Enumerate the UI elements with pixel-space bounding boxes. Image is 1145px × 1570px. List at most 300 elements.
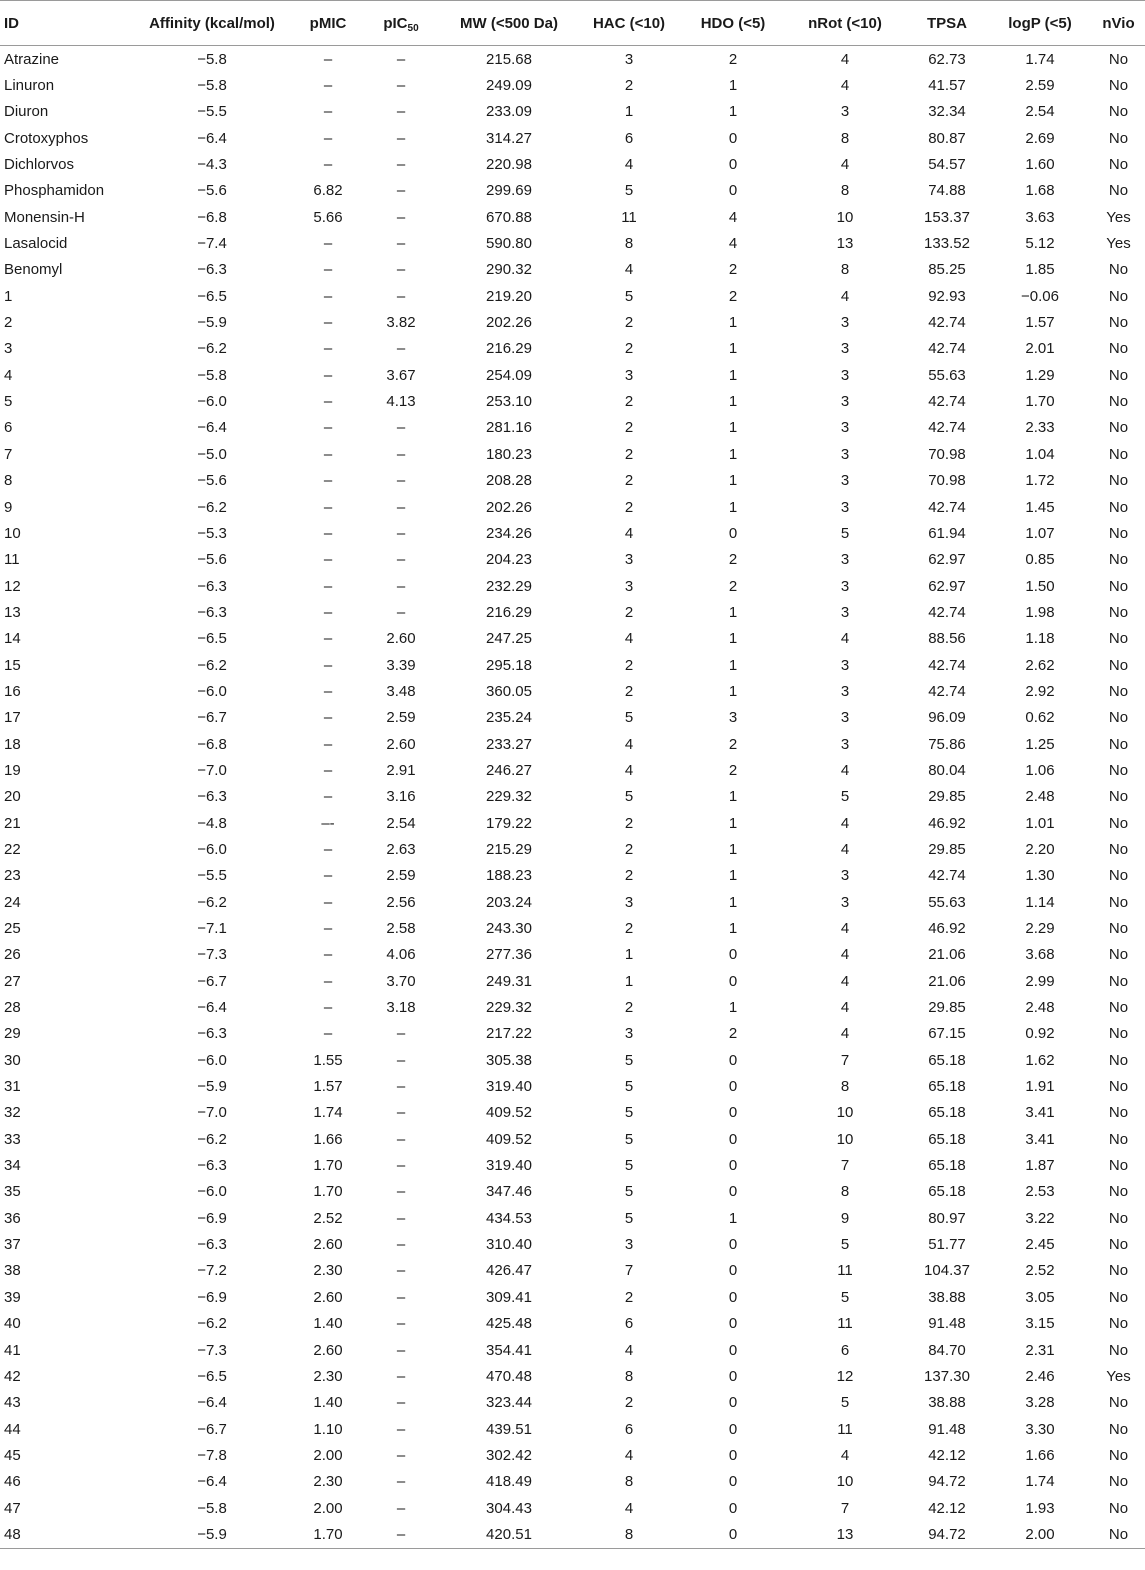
cell-affinity: −5.9 [128, 1521, 296, 1548]
cell-id: 19 [4, 761, 21, 779]
cell-nvio: No [1108, 682, 1129, 700]
cell-nvio: No [1108, 498, 1129, 516]
cell-hac: 7 [624, 1262, 634, 1280]
cell-nvio: No [1108, 1051, 1129, 1069]
cell-tpsa: 42.74 [928, 340, 966, 358]
cell-pmic: – [323, 287, 333, 305]
cell-nrot: 4 [840, 840, 850, 858]
cell-affinity: −5.8 [197, 366, 227, 384]
cell-pmic: – [323, 235, 333, 253]
cell-pic50: 4.13 [386, 393, 416, 411]
cell-hac: 2 [624, 340, 634, 358]
cell-pmic: – [323, 761, 333, 779]
cell-nvio: No [1108, 445, 1129, 463]
cell-pmic: 2.30 [313, 1262, 343, 1280]
cell-hdo: 1 [728, 445, 738, 463]
cell-mw: 229.32 [486, 788, 532, 806]
cell-hdo: 0 [728, 1341, 738, 1359]
cell-pmic: – [323, 920, 333, 938]
cell-nrot: 3 [840, 893, 850, 911]
cell-nrot: 6 [840, 1341, 850, 1359]
cell-id: Monensin-H [4, 208, 85, 226]
cell-tpsa: 38.88 [928, 1288, 966, 1306]
cell-affinity: −5.9 [197, 1078, 227, 1096]
cell-hdo: 1 [728, 340, 738, 358]
cell-affinity: −7.3 [197, 1341, 227, 1359]
cell-id: 45 [4, 1446, 21, 1464]
cell-hdo: 0 [682, 1521, 784, 1548]
table-row [0, 441, 1145, 467]
cell-hac: 1 [624, 103, 634, 121]
cell-pmic: 2.52 [313, 1209, 343, 1227]
cell-pic50: 2.54 [386, 814, 416, 832]
cell-affinity: −5.8 [197, 77, 227, 95]
cell-affinity: −4.8 [197, 814, 227, 832]
cell-logp: 0.92 [1025, 1025, 1055, 1043]
cell-mw: 418.49 [486, 1473, 532, 1491]
cell-tpsa: 42.74 [928, 656, 966, 674]
cell-pic50: – [396, 1236, 406, 1254]
cell-mw: 310.40 [486, 1236, 532, 1254]
cell-nrot: 7 [840, 1157, 850, 1175]
cell-nvio: No [1108, 1446, 1129, 1464]
cell-tpsa: 70.98 [928, 445, 966, 463]
cell-tpsa: 65.18 [928, 1078, 966, 1096]
cell-mw: 277.36 [486, 946, 532, 964]
table-row [0, 994, 1145, 1020]
cell-tpsa: 29.85 [928, 788, 966, 806]
cell-pmic: – [323, 551, 333, 569]
cell-affinity: −6.2 [197, 1130, 227, 1148]
cell-pic50: 3.16 [386, 788, 416, 806]
cell-logp: 2.99 [1025, 972, 1055, 990]
table-row [0, 99, 1145, 125]
cell-mw: 314.27 [486, 129, 532, 147]
cell-id: 7 [4, 445, 13, 463]
cell-tpsa: 88.56 [928, 630, 966, 648]
cell-affinity: −5.5 [197, 867, 227, 885]
cell-nrot: 3 [840, 393, 850, 411]
cell-id: 5 [4, 393, 13, 411]
cell-hac: 2 [624, 393, 634, 411]
cell-affinity: −6.3 [197, 1236, 227, 1254]
table-row [0, 1231, 1145, 1257]
cell-hdo: 1 [728, 893, 738, 911]
cell-nrot: 4 [840, 1025, 850, 1043]
table-row [0, 599, 1145, 625]
cell-hac: 4 [624, 1341, 634, 1359]
cell-logp: 1.85 [1025, 261, 1055, 279]
cell-nvio: No [1108, 156, 1129, 174]
cell-nvio: No [1108, 314, 1129, 332]
cell-logp: 2.52 [1025, 1262, 1055, 1280]
cell-pic50: – [396, 77, 406, 95]
cell-mw: 234.26 [486, 524, 532, 542]
cell-mw: 409.52 [486, 1104, 532, 1122]
cell-logp: 1.74 [1025, 50, 1055, 68]
cell-mw: 232.29 [486, 577, 532, 595]
cell-id: Crotoxyphos [4, 129, 89, 147]
cell-nrot: 9 [840, 1209, 850, 1227]
table-row [0, 72, 1145, 98]
cell-nrot: 3 [840, 419, 850, 437]
cell-tpsa: 42.74 [928, 314, 966, 332]
cell-id: 29 [4, 1025, 21, 1043]
cell-mw: 249.31 [486, 972, 532, 990]
cell-id: 20 [4, 788, 21, 806]
table-row [0, 230, 1145, 256]
cell-logp: 3.63 [1025, 208, 1055, 226]
cell-pic50: 2.56 [386, 893, 416, 911]
cell-mw: 434.53 [486, 1209, 532, 1227]
cell-id: 46 [4, 1473, 21, 1491]
cell-hdo: 0 [728, 946, 738, 964]
cell-nvio: No [1108, 1078, 1129, 1096]
cell-mw: 233.09 [486, 103, 532, 121]
cell-logp: 1.30 [1025, 867, 1055, 885]
cell-tpsa: 42.74 [928, 603, 966, 621]
cell-nrot: 5 [840, 1236, 850, 1254]
cell-hdo: 0 [728, 1288, 738, 1306]
cell-hac: 2 [624, 682, 634, 700]
cell-nvio: No [1108, 1262, 1129, 1280]
table-row [0, 1363, 1145, 1389]
cell-pic50: – [396, 1025, 406, 1043]
cell-id: 34 [4, 1157, 21, 1175]
cell-nvio: No [1108, 551, 1129, 569]
table-row [0, 836, 1145, 862]
cell-pic50: – [396, 419, 406, 437]
cell-hac: 2 [624, 814, 634, 832]
cell-nvio: No [1108, 656, 1129, 674]
cell-pic50: 4.06 [386, 946, 416, 964]
cell-hdo: 0 [728, 1420, 738, 1438]
cell-pic50: – [396, 1341, 406, 1359]
cell-nrot: 11 [837, 1420, 853, 1438]
cell-hac: 2 [624, 445, 634, 463]
cell-hac: 2 [624, 77, 634, 95]
cell-affinity: −5.5 [197, 103, 227, 121]
cell-hac: 3 [624, 1236, 634, 1254]
table-row [0, 1179, 1145, 1205]
cell-nvio: Yes [1106, 235, 1131, 253]
cell-mw: 305.38 [486, 1051, 532, 1069]
header-pmic: pMIC [296, 1, 360, 46]
table-row [0, 968, 1145, 994]
cell-nvio: No [1108, 472, 1129, 490]
cell-pmic: 1.66 [313, 1130, 343, 1148]
cell-pmic: 2.30 [313, 1367, 343, 1385]
cell-hac: 2 [624, 920, 634, 938]
table-row [0, 520, 1145, 546]
cell-pic50: – [396, 156, 406, 174]
cell-hac: 5 [624, 182, 634, 200]
cell-pic50: 2.91 [386, 761, 416, 779]
cell-pmic: 1.74 [313, 1104, 343, 1122]
table-row [0, 573, 1145, 599]
cell-hdo: 2 [728, 551, 738, 569]
cell-hdo: 0 [728, 1157, 738, 1175]
cell-pic50: – [396, 577, 406, 595]
cell-hac: 4 [624, 1499, 634, 1517]
cell-tpsa: 55.63 [928, 893, 966, 911]
cell-logp: 2.53 [1025, 1183, 1055, 1201]
cell-hac: 5 [624, 1051, 634, 1069]
cell-logp: 3.41 [1025, 1130, 1055, 1148]
table-row [0, 494, 1145, 520]
cell-mw: 319.40 [486, 1157, 532, 1175]
cell-pmic: – [323, 656, 333, 674]
cell-pmic: 1.57 [313, 1078, 343, 1096]
header-hac: HAC (<10) [576, 1, 682, 46]
cell-pic50: 3.70 [386, 972, 416, 990]
cell-pmic: – [323, 314, 333, 332]
cell-pmic: – [323, 946, 333, 964]
cell-hdo: 1 [728, 366, 738, 384]
cell-hac: 2 [624, 472, 634, 490]
cell-hac: 8 [624, 1367, 634, 1385]
cell-pmic: – [323, 103, 333, 121]
cell-hac: 8 [624, 1473, 634, 1491]
cell-id: 26 [4, 946, 21, 964]
table-row [0, 1047, 1145, 1073]
cell-pmic: 2.60 [313, 1341, 343, 1359]
cell-hdo: 1 [728, 472, 738, 490]
cell-pmic: – [323, 603, 333, 621]
cell-nvio: No [1108, 603, 1129, 621]
cell-pic50: 3.39 [386, 656, 416, 674]
cell-nrot: 3 [840, 551, 850, 569]
cell-logp: 1.72 [1025, 472, 1055, 490]
cell-tpsa: 51.77 [928, 1236, 966, 1254]
cell-pic50: – [396, 1130, 406, 1148]
cell-affinity: −7.0 [197, 761, 227, 779]
cell-mw: 215.68 [486, 50, 532, 68]
cell-id: 4 [4, 366, 13, 384]
cell-affinity: −7.3 [197, 946, 227, 964]
cell-nvio: Yes [1106, 208, 1131, 226]
cell-logp: 1.91 [1025, 1078, 1055, 1096]
cell-nrot: 8 [840, 182, 850, 200]
cell-nvio: No [1108, 340, 1129, 358]
cell-pmic: –- [321, 814, 335, 832]
cell-tpsa: 21.06 [928, 972, 966, 990]
cell-pic50: – [396, 340, 406, 358]
cell-nvio: No [1108, 1236, 1129, 1254]
cell-hac: 5 [624, 287, 634, 305]
cell-nvio: No [1108, 1473, 1129, 1491]
cell-pmic: 2.60 [313, 1236, 343, 1254]
cell-mw: 188.23 [486, 867, 532, 885]
cell-mw: 235.24 [486, 709, 532, 727]
cell-nvio: No [1108, 1315, 1129, 1333]
cell-tpsa: 137.30 [924, 1367, 970, 1385]
header-id: ID [0, 1, 128, 46]
cell-pmic: 1.70 [313, 1157, 343, 1175]
cell-nrot: 8 [840, 1078, 850, 1096]
cell-hdo: 0 [728, 1262, 738, 1280]
cell-nrot: 3 [840, 340, 850, 358]
cell-affinity: −5.8 [197, 50, 227, 68]
cell-tpsa: 42.74 [928, 867, 966, 885]
cell-pic50: – [396, 1051, 406, 1069]
cell-mw: 304.43 [486, 1499, 532, 1517]
cell-hac: 11 [621, 208, 637, 226]
cell-mw: 409.52 [486, 1130, 532, 1148]
cell-logp: 0.85 [1025, 551, 1055, 569]
cell-tpsa: 42.74 [928, 419, 966, 437]
cell-nvio: No [1108, 182, 1129, 200]
header-hdo: HDO (<5) [682, 1, 784, 46]
cell-id: 17 [4, 709, 21, 727]
cell-id: 42 [4, 1367, 21, 1385]
cell-tpsa: 42.12 [928, 1499, 966, 1517]
cell-mw: 243.30 [486, 920, 532, 938]
cell-hac: 2 [624, 1288, 634, 1306]
cell-affinity: −7.1 [197, 920, 227, 938]
cell-affinity: −6.0 [197, 393, 227, 411]
cell-affinity: −7.2 [197, 1262, 227, 1280]
cell-hac: 4 [624, 630, 634, 648]
cell-logp: 1.25 [1025, 735, 1055, 753]
cell-id: 41 [4, 1341, 21, 1359]
cell-pic50: 3.18 [386, 999, 416, 1017]
cell-pmic: – [323, 972, 333, 990]
cell-affinity: −6.3 [197, 788, 227, 806]
cell-pic50: 3.67 [386, 366, 416, 384]
cell-pmic: – [323, 472, 333, 490]
cell-logp: 1.18 [1025, 630, 1055, 648]
table-row [0, 757, 1145, 783]
cell-hac: 2 [624, 999, 634, 1017]
cell-mw: 204.23 [486, 551, 532, 569]
cell-tpsa: 153.37 [924, 208, 970, 226]
cell-tpsa: 91.48 [928, 1420, 966, 1438]
cell-nrot: 4 [840, 156, 850, 174]
cell-affinity: −6.7 [197, 972, 227, 990]
cell-affinity: −6.9 [197, 1209, 227, 1227]
cell-affinity: −5.8 [197, 1499, 227, 1517]
cell-id: 15 [4, 656, 21, 674]
cell-mw: 249.09 [486, 77, 532, 95]
cell-id: 3 [4, 340, 13, 358]
cell-nrot: 8 [840, 261, 850, 279]
cell-hdo: 0 [728, 1104, 738, 1122]
cell-nrot: 4 [840, 77, 850, 95]
table-row [0, 1469, 1145, 1495]
table-row [0, 889, 1145, 915]
cell-hdo: 2 [728, 577, 738, 595]
header-tpsa: TPSA [906, 1, 988, 46]
cell-hdo: 1 [728, 630, 738, 648]
table-row [0, 547, 1145, 573]
cell-tpsa: 74.88 [928, 182, 966, 200]
cell-hac: 4 [624, 761, 634, 779]
cell-pic50: – [396, 1446, 406, 1464]
cell-pic50: – [396, 50, 406, 68]
cell-pmic: 1.70 [313, 1183, 343, 1201]
cell-affinity: −6.9 [197, 1288, 227, 1306]
cell-logp: 2.00 [988, 1521, 1092, 1548]
cell-tpsa: 62.73 [928, 50, 966, 68]
cell-pmic: – [323, 77, 333, 95]
cell-id: 6 [4, 419, 13, 437]
cell-id: 36 [4, 1209, 21, 1227]
cell-hdo: 1 [728, 498, 738, 516]
cell-tpsa: 21.06 [928, 946, 966, 964]
cell-tpsa: 96.09 [928, 709, 966, 727]
cell-hac: 3 [624, 551, 634, 569]
cell-logp: 2.29 [1025, 920, 1055, 938]
cell-pic50: – [396, 129, 406, 147]
cell-tpsa: 80.87 [928, 129, 966, 147]
cell-pmic: 2.60 [313, 1288, 343, 1306]
cell-logp: 1.04 [1025, 445, 1055, 463]
cell-affinity: −6.8 [197, 735, 227, 753]
cell-nrot: 3 [840, 366, 850, 384]
cell-nrot: 10 [836, 208, 854, 226]
cell-logp: 2.62 [1025, 656, 1055, 674]
cell-pic50: – [396, 472, 406, 490]
cell-hdo: 2 [728, 261, 738, 279]
cell-pmic: – [323, 393, 333, 411]
cell-pic50: – [396, 1499, 406, 1517]
cell-id: 40 [4, 1315, 21, 1333]
cell-tpsa: 85.25 [928, 261, 966, 279]
cell-hdo: 0 [728, 524, 738, 542]
cell-logp: 1.57 [1025, 314, 1055, 332]
cell-hac: 1 [624, 972, 634, 990]
cell-hdo: 4 [728, 208, 738, 226]
cell-tpsa: 80.04 [928, 761, 966, 779]
cell-mw: 202.26 [486, 498, 532, 516]
cell-mw: 215.29 [486, 840, 532, 858]
cell-id: 21 [4, 814, 21, 832]
cell-nrot: 10 [836, 1104, 854, 1122]
table-row [0, 731, 1145, 757]
table-row [0, 336, 1145, 362]
cell-id: 11 [4, 551, 20, 569]
cell-logp: 1.60 [1025, 156, 1055, 174]
cell-nvio: No [1108, 1104, 1129, 1122]
cell-hac: 6 [624, 1420, 634, 1438]
cell-logp: 3.15 [1025, 1315, 1055, 1333]
cell-pic50: 2.59 [386, 709, 416, 727]
cell-hdo: 1 [728, 314, 738, 332]
cell-nrot: 3 [840, 603, 850, 621]
cell-nvio: No [1108, 287, 1129, 305]
cell-affinity: −6.4 [197, 1473, 227, 1491]
cell-id: Linuron [4, 77, 55, 95]
cell-nvio: No [1108, 1209, 1129, 1227]
cell-logp: 3.68 [1025, 946, 1055, 964]
cell-pmic: – [323, 840, 333, 858]
cell-logp: 1.06 [1025, 761, 1055, 779]
cell-hac: 3 [624, 1025, 634, 1043]
cell-affinity: −6.4 [197, 419, 227, 437]
cell-mw: 220.98 [486, 156, 532, 174]
cell-affinity: −6.0 [197, 840, 227, 858]
cell-pmic: – [323, 577, 333, 595]
cell-hac: 5 [624, 1157, 634, 1175]
table-row [0, 125, 1145, 151]
cell-logp: 3.41 [1025, 1104, 1055, 1122]
cell-hac: 5 [624, 1209, 634, 1227]
cell-nrot: 8 [840, 1183, 850, 1201]
cell-nvio: No [1108, 920, 1129, 938]
cell-hdo: 2 [728, 1025, 738, 1043]
cell-pic50: – [396, 1262, 406, 1280]
